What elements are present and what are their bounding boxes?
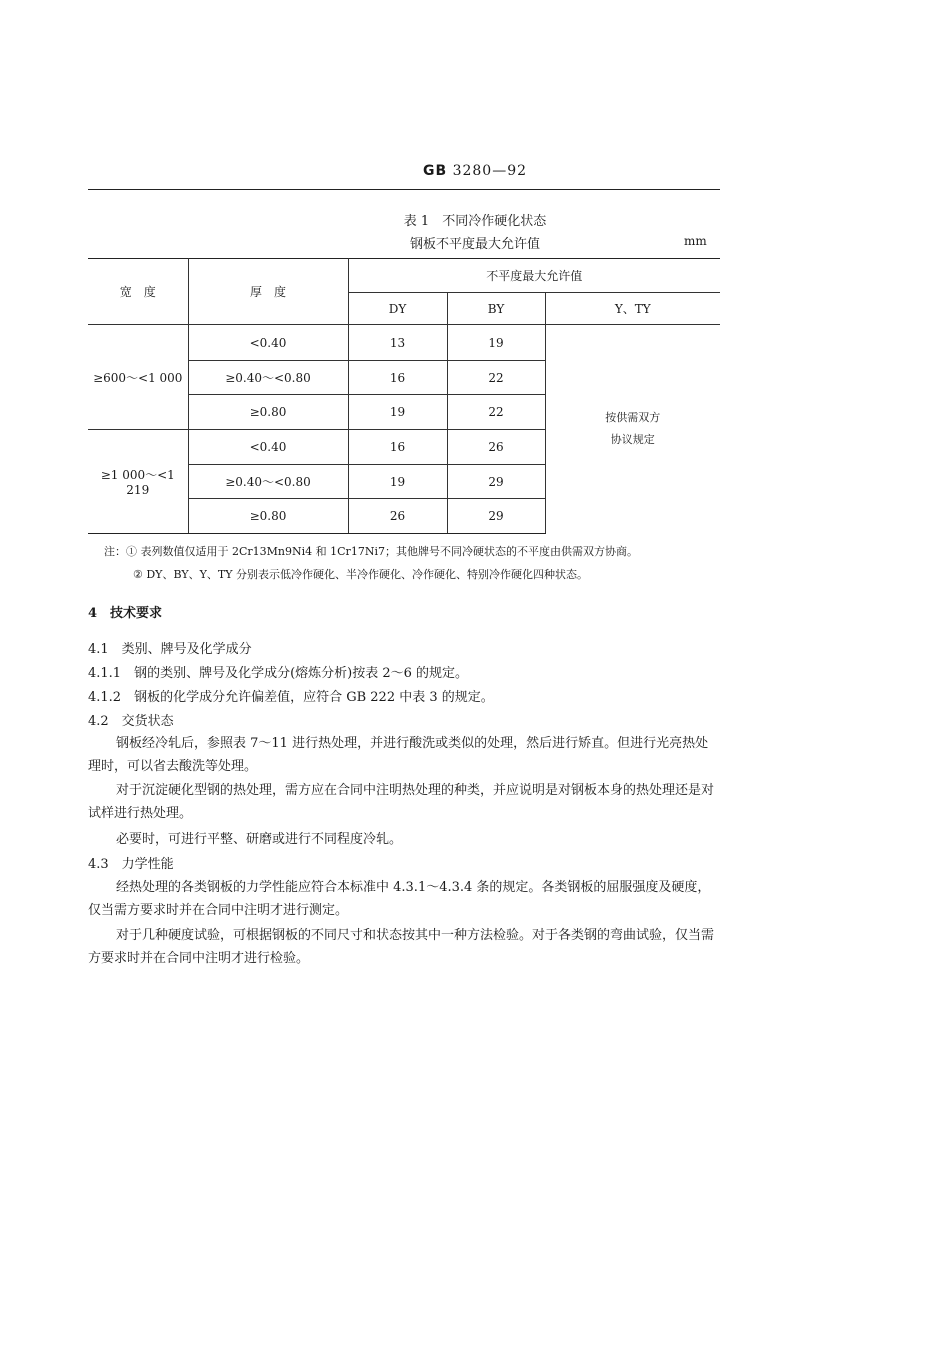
thickness-cell: ≥0.80 bbox=[188, 395, 348, 430]
width-cell: ≥1 000～<1 219 bbox=[88, 430, 188, 534]
by-cell: 19 bbox=[447, 325, 545, 361]
dy-cell: 16 bbox=[348, 430, 447, 465]
table-row bbox=[88, 325, 720, 361]
clause-4-1-2: 4.1.2 钢板的化学成分允许偏差值，应符合 GB 222 中表 3 的规定。 bbox=[88, 690, 494, 705]
by-cell: 26 bbox=[447, 430, 545, 465]
section-heading-4: 4 技术要求 bbox=[88, 606, 163, 621]
dy-cell: 26 bbox=[348, 499, 447, 534]
header-width: 宽 度 bbox=[88, 259, 188, 325]
dy-cell: 19 bbox=[348, 395, 447, 430]
section-heading-4-1: 4.1 类别、牌号及化学成分 bbox=[88, 642, 252, 657]
table-unit: mm bbox=[684, 234, 707, 248]
table-title: 表 1 不同冷作硬化状态 bbox=[403, 214, 547, 229]
paragraph-delivery-2: 对于沉淀硬化型钢的热处理，需方应在合同中注明热处理的种类，并应说明是对钢板本身的热处理还是对试样进行热处理。 bbox=[88, 783, 715, 821]
table-note-2: ② DY、BY、Y、TY 分别表示低冷作硬化、半冷作硬化、冷作硬化、特别冷作硬化四种状态。 bbox=[133, 568, 588, 581]
flatness-table bbox=[88, 258, 720, 534]
thickness-cell: <0.40 bbox=[188, 430, 348, 465]
width-cell: ≥600～<1 000 bbox=[88, 325, 188, 430]
standard-header bbox=[0, 163, 950, 179]
thickness-cell: ≥0.80 bbox=[188, 499, 348, 534]
dy-cell: 16 bbox=[348, 361, 447, 395]
thickness-cell: ≥0.40～<0.80 bbox=[188, 465, 348, 499]
dy-cell: 13 bbox=[348, 325, 447, 361]
by-cell: 29 bbox=[447, 465, 545, 499]
by-cell: 22 bbox=[447, 361, 545, 395]
clause-4-1-1: 4.1.1 钢的类别、牌号及化学成分(熔炼分析)按表 2～6 的规定。 bbox=[88, 666, 469, 681]
paragraph-delivery-3: 必要时，可进行平整、研磨或进行不同程度冷轧。 bbox=[116, 832, 403, 847]
section-heading-4-3: 4.3 力学性能 bbox=[88, 857, 174, 872]
header-flatness-group: 不平度最大允许值 bbox=[348, 259, 720, 293]
yty-note: 按供需双方协议规定 bbox=[605, 411, 661, 447]
by-cell: 22 bbox=[447, 395, 545, 430]
table-subtitle: 钢板不平度最大允许值 bbox=[409, 237, 540, 252]
by-cell: 29 bbox=[447, 499, 545, 534]
paragraph-mechanical-1: 经热处理的各类钢板的力学性能应符合本标准中 4.3.1～4.3.4 条的规定。各类钢板的屈服强度及硬度，仅当需方要求时并在合同中注明才进行测定。 bbox=[88, 880, 711, 918]
table-note-1: 注：① 表列数值仅适用于 2Cr13Mn9Ni4 和 1Cr17Ni7；其他牌号不同冷硬状态的不平度由供需双方协商。 bbox=[104, 545, 638, 558]
paragraph-delivery-1: 钢板经冷轧后，参照表 7～11 进行热处理，并进行酸洗或类似的处理，然后进行矫直。但进行光亮热处理时，可以省去酸洗等处理。 bbox=[88, 736, 709, 774]
header-thickness: 厚 度 bbox=[188, 259, 348, 325]
thickness-cell: ≥0.40～<0.80 bbox=[188, 361, 348, 395]
paragraph-mechanical-2: 对于几种硬度试验，可根据钢板的不同尺寸和状态按其中一种方法检验。对于各类钢的弯曲试验，仅当需方要求时并在合同中注明才进行检验。 bbox=[88, 928, 715, 966]
thickness-cell: <0.40 bbox=[188, 325, 348, 361]
header-by: BY bbox=[447, 293, 545, 325]
header-dy: DY bbox=[348, 293, 447, 325]
yty-note-cell bbox=[545, 325, 720, 534]
header-rule bbox=[88, 189, 720, 190]
dy-cell: 19 bbox=[348, 465, 447, 499]
standard-prefix: GB bbox=[422, 163, 448, 179]
standard-number: 3280—92 bbox=[452, 163, 528, 179]
header-yty: Y、TY bbox=[545, 293, 720, 325]
section-heading-4-2: 4.2 交货状态 bbox=[88, 714, 174, 729]
